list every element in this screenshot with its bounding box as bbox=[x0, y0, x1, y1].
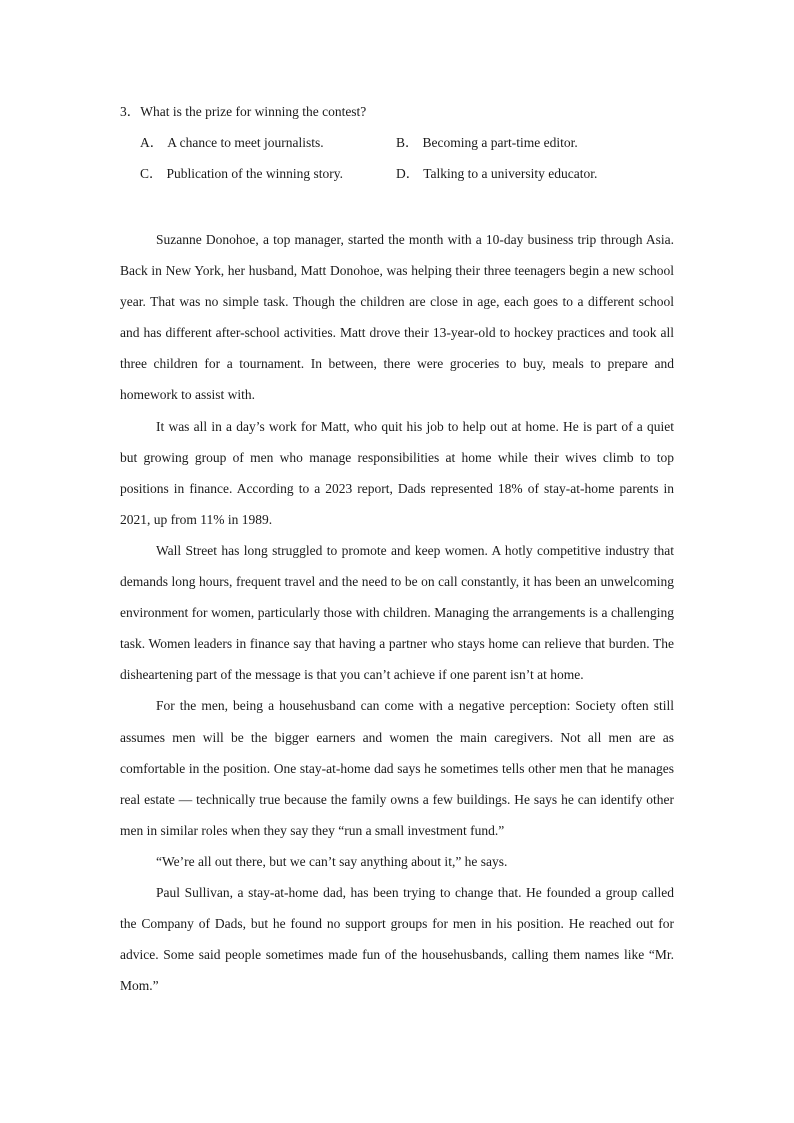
option-b bbox=[396, 134, 578, 152]
option-c-letter: C． bbox=[140, 166, 163, 181]
option-c-text: Publication of the winning story. bbox=[166, 166, 343, 181]
paragraph-6: Paul Sullivan, a stay-at-home dad, has been trying to change that. He founded a group called the Company of Dads, but he found no support groups for men in his position. He reached out for advice. Some said people sometimes made fun of the househusbands, calling them names like “Mr. Mom.” bbox=[120, 884, 674, 994]
option-b-letter: B． bbox=[396, 135, 419, 150]
option-a-text: A chance to meet journalists. bbox=[167, 135, 324, 150]
question-3: 3．What is the prize for winning the contest? bbox=[120, 104, 367, 119]
paragraph-3: Wall Street has long struggled to promote and keep women. A hotly competitive industry that demands long hours, frequent travel and the need to be on call constantly, it has been an unwelcoming environment for women, particularly those with children. Managing the arrangements is a challenging task. Women leaders in finance say that having a partner who stays home can relieve that burden. The disheartening part of the message is that you can’t achieve if one parent isn’t at home. bbox=[120, 542, 674, 683]
paragraph-2: It was all in a day’s work for Matt, who quit his job to help out at home. He is part of a quiet but growing group of men who manage responsibilities at home while their wives climb to top positions in finance. According to a 2023 report, Dads represented 18% of stay-at-home parents in 2021, up from 11% in 1989. bbox=[120, 418, 674, 527]
option-a bbox=[140, 134, 324, 152]
option-d-letter: D． bbox=[396, 166, 420, 181]
paragraph-4: For the men, being a househusband can come with a negative perception: Society often still assumes men will be the bigger earners and women the main caregivers. Not all men are as comfortable in the position. One stay-at-home dad says he sometimes tells other men that he manages real estate — technically true because the family owns a few buildings. He says he can identify other men in similar roles when they say they “run a small investment fund.” bbox=[120, 698, 674, 838]
option-b-text: Becoming a part-time editor. bbox=[422, 135, 578, 150]
paragraph-5: “We’re all out there, but we can’t say anything about it,” he says. bbox=[156, 853, 508, 869]
option-d bbox=[396, 165, 597, 183]
option-d-text: Talking to a university educator. bbox=[423, 166, 598, 181]
option-a-letter: A． bbox=[140, 135, 164, 150]
reading-passage bbox=[120, 224, 674, 1001]
option-c bbox=[140, 165, 343, 183]
paragraph-1: Suzanne Donohoe, a top manager, started the month with a 10-day business trip through Asia. Back in New York, her husband, Matt Donohoe, was helping their three teenagers begin a new school year. That was no simple task. Though the children are close in age, each goes to a different school and has different after-school activities. Matt drove their 13-year-old to hockey practices and took all three children for a tournament. In between, there were groceries to buy, meals to prepare and homework to assist with. bbox=[120, 232, 674, 403]
